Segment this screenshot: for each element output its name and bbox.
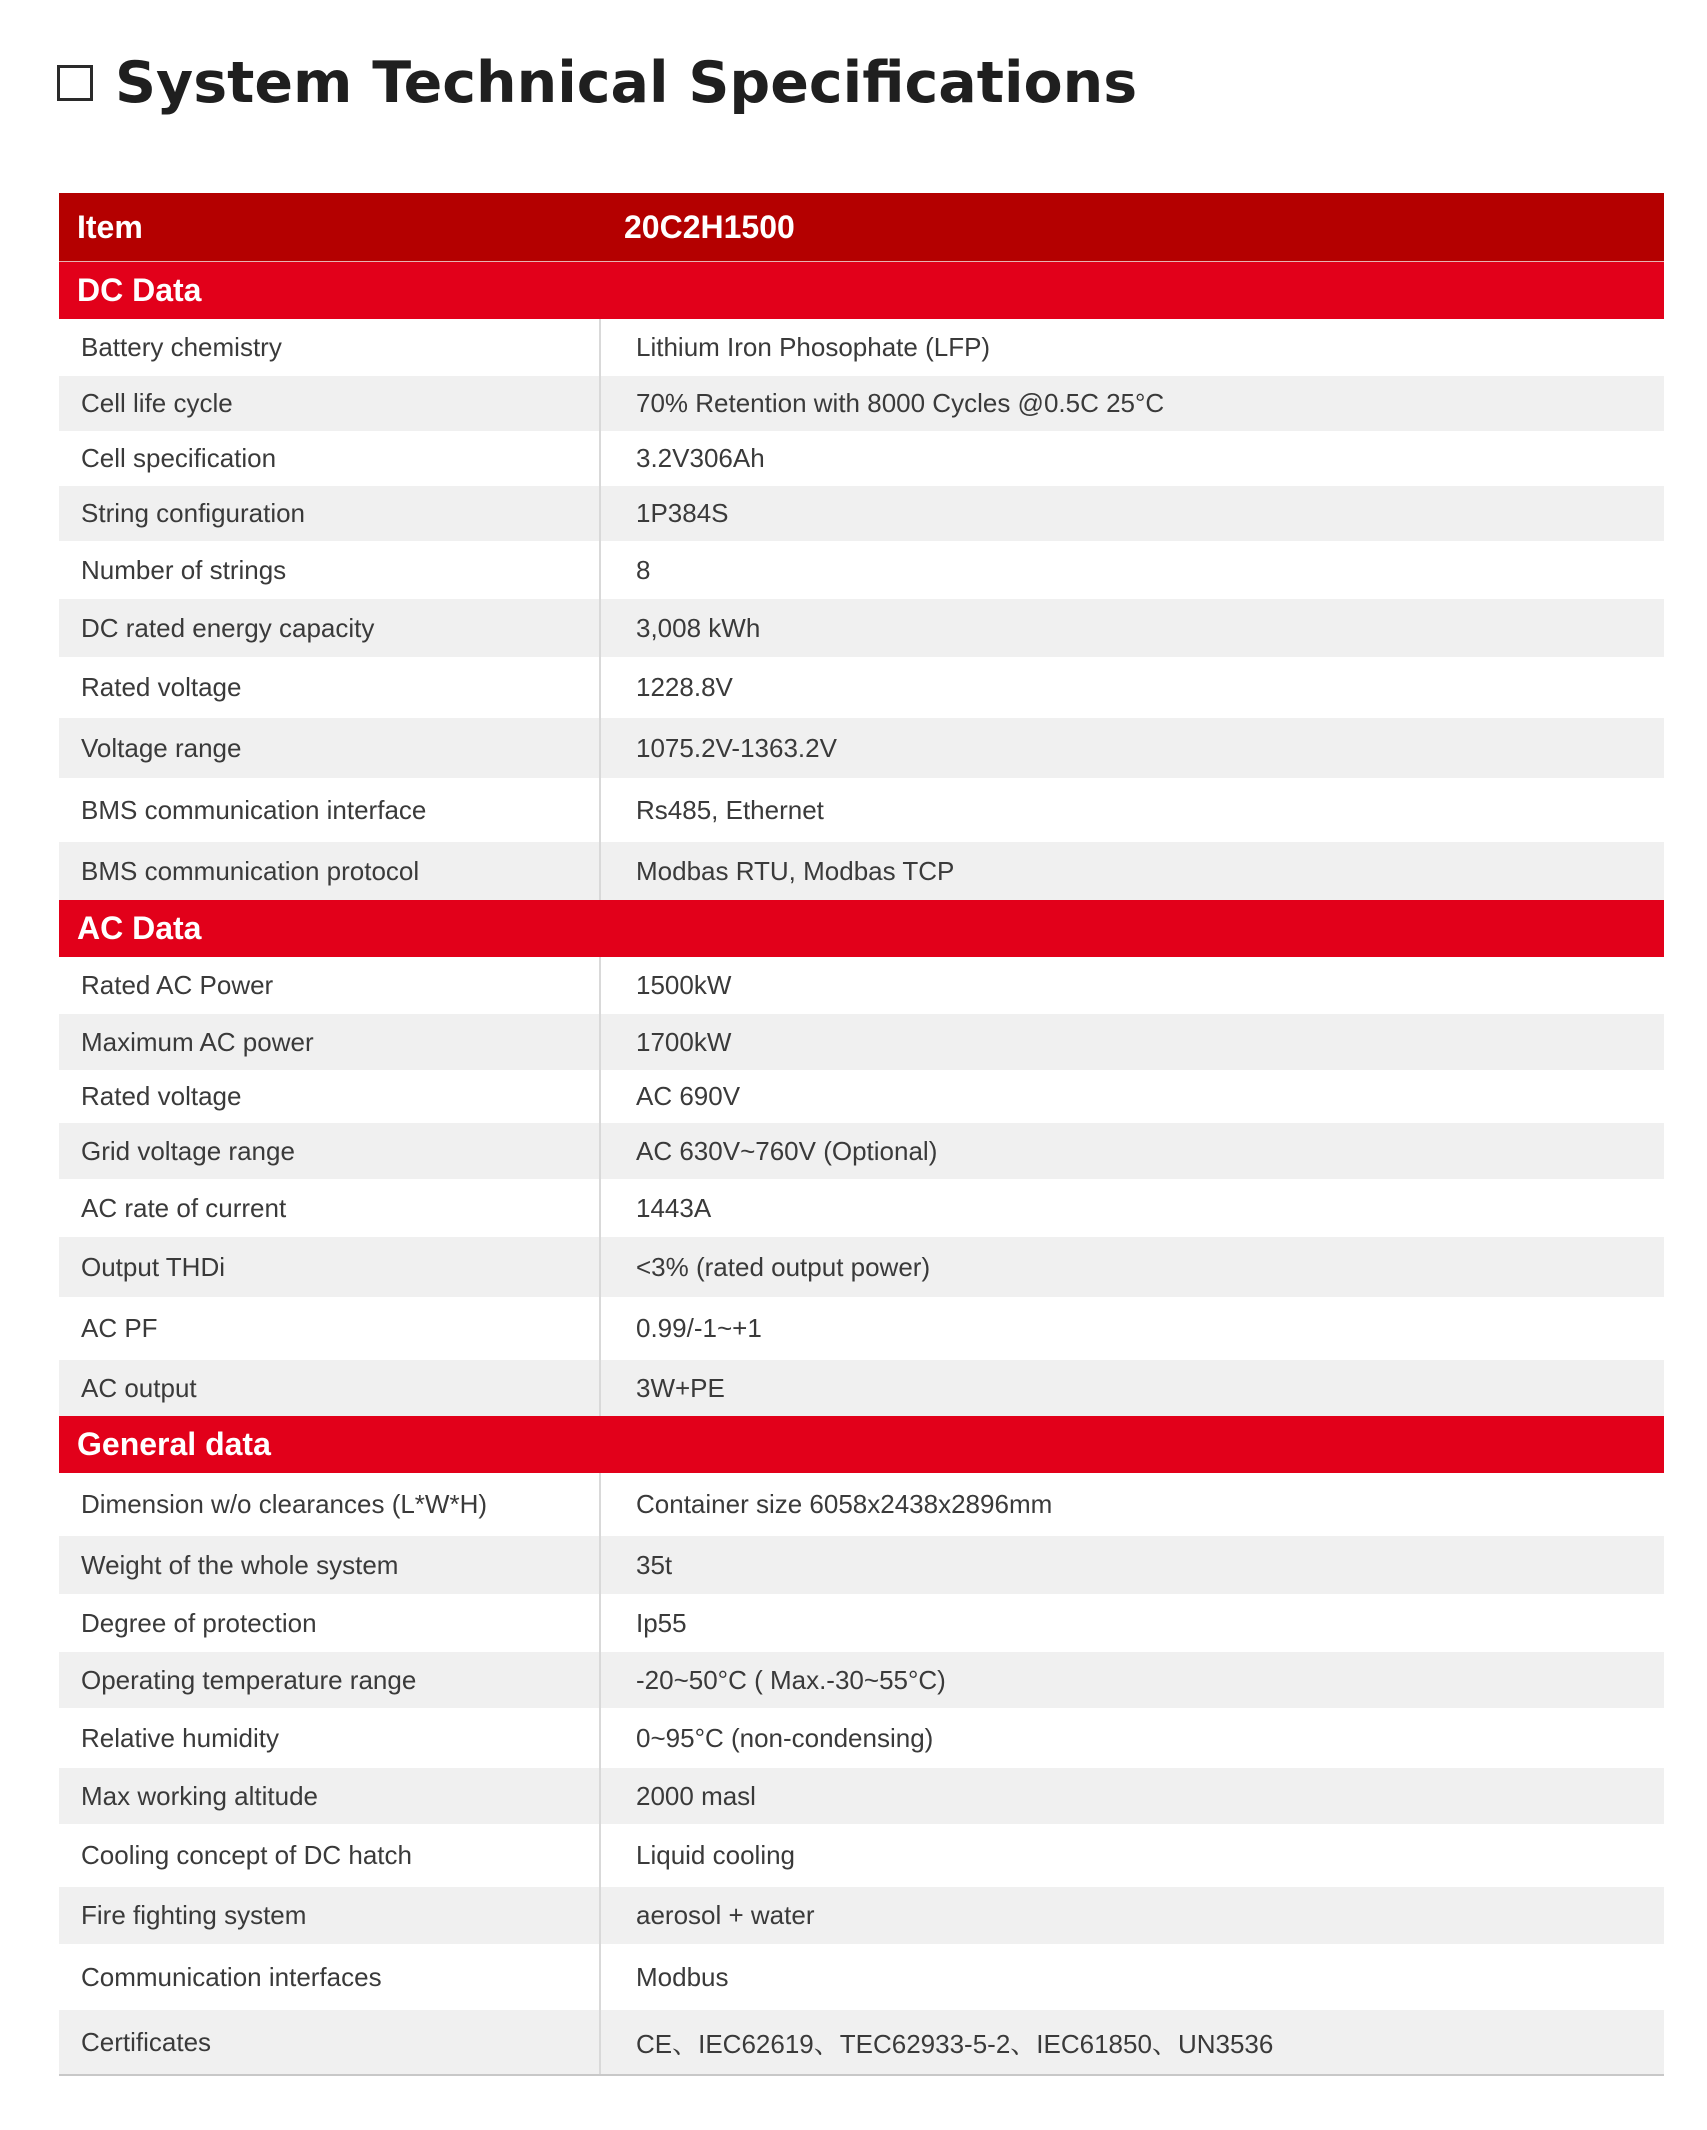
row-value: 1500kW bbox=[636, 970, 732, 1000]
table-row bbox=[59, 1473, 1664, 1536]
row-label: Battery chemistry bbox=[59, 319, 601, 376]
row-label: Maximum AC power bbox=[59, 1014, 601, 1070]
table-row bbox=[59, 1179, 1664, 1237]
page-title: System Technical Specifications bbox=[115, 50, 1138, 116]
row-label: Cell life cycle bbox=[59, 376, 601, 431]
row-label: BMS communication interface bbox=[59, 778, 601, 842]
table-row bbox=[59, 541, 1664, 599]
section-header: General data bbox=[59, 1416, 1664, 1473]
row-value: Rs485, Ethernet bbox=[636, 794, 824, 825]
row-label: Grid voltage range bbox=[59, 1123, 601, 1179]
table-row bbox=[59, 778, 1664, 842]
row-label: Operating temperature range bbox=[59, 1652, 601, 1708]
section-rows bbox=[59, 319, 1664, 900]
row-value: 1443A bbox=[636, 1192, 712, 1223]
row-value: 1075.2V-1363.2V bbox=[636, 732, 837, 763]
row-label: Rated voltage bbox=[59, 657, 601, 718]
row-value: 3.2V306Ah bbox=[636, 443, 765, 473]
row-label: Weight of the whole system bbox=[59, 1536, 601, 1594]
row-label: Certificates bbox=[59, 2010, 601, 2074]
row-value: Container size 6058x2438x2896mm bbox=[636, 1489, 1053, 1519]
row-value: aerosol + water bbox=[636, 1900, 815, 1930]
table-row bbox=[59, 657, 1664, 718]
row-value: Lithium Iron Phosophate (LFP) bbox=[636, 332, 991, 362]
row-value: Modbas RTU, Modbas TCP bbox=[636, 855, 955, 886]
row-label: Max working altitude bbox=[59, 1768, 601, 1824]
checkbox-square-icon bbox=[57, 65, 93, 101]
row-label: Degree of protection bbox=[59, 1594, 601, 1652]
table-header bbox=[59, 193, 1664, 262]
table-row bbox=[59, 431, 1664, 486]
table-row bbox=[59, 319, 1664, 376]
row-label: Rated voltage bbox=[59, 1070, 601, 1123]
section-header: AC Data bbox=[59, 900, 1664, 957]
table-row bbox=[59, 957, 1664, 1014]
row-value: 70% Retention with 8000 Cycles @0.5C 25°C bbox=[636, 388, 1165, 418]
header-model-label: 20C2H1500 bbox=[624, 208, 795, 245]
section-rows bbox=[59, 1473, 1664, 2074]
row-label: Voltage range bbox=[59, 718, 601, 778]
table-row bbox=[59, 1237, 1664, 1297]
table-row bbox=[59, 1536, 1664, 1594]
section-rows bbox=[59, 957, 1664, 1416]
row-label: String configuration bbox=[59, 486, 601, 541]
row-value: 3W+PE bbox=[636, 1372, 725, 1403]
row-value: 0.99/-1~+1 bbox=[636, 1313, 762, 1343]
row-label: Cooling concept of DC hatch bbox=[59, 1824, 601, 1887]
table-row bbox=[59, 842, 1664, 900]
row-label: Communication interfaces bbox=[59, 1944, 601, 2010]
row-label: Number of strings bbox=[59, 541, 601, 599]
table-body bbox=[59, 262, 1664, 2074]
table-row bbox=[59, 1708, 1664, 1768]
row-value: -20~50°C ( Max.-30~55°C) bbox=[636, 1664, 946, 1695]
row-value: 2000 masl bbox=[636, 1780, 756, 1811]
table-row bbox=[59, 486, 1664, 541]
row-value: CE、IEC62619、TEC62933-5-2、IEC61850、UN3536 bbox=[636, 2028, 1274, 2059]
table-row bbox=[59, 376, 1664, 431]
table-row bbox=[59, 1297, 1664, 1360]
row-label: Dimension w/o clearances (L*W*H) bbox=[59, 1473, 601, 1536]
table-row bbox=[59, 1824, 1664, 1887]
header-item-label: Item bbox=[77, 208, 143, 245]
row-value: 1700kW bbox=[636, 1026, 732, 1057]
table-row bbox=[59, 1768, 1664, 1824]
row-label: DC rated energy capacity bbox=[59, 599, 601, 657]
table-row bbox=[59, 1944, 1664, 2010]
row-label: Rated AC Power bbox=[59, 957, 601, 1014]
table-row bbox=[59, 1123, 1664, 1179]
table-row bbox=[59, 1652, 1664, 1708]
table-row bbox=[59, 1070, 1664, 1123]
row-label: Fire fighting system bbox=[59, 1887, 601, 1944]
row-label: AC output bbox=[59, 1360, 601, 1416]
row-value: 8 bbox=[636, 554, 651, 585]
row-label: AC rate of current bbox=[59, 1179, 601, 1237]
table-row bbox=[59, 599, 1664, 657]
row-value: 35t bbox=[636, 1549, 673, 1580]
row-label: BMS communication protocol bbox=[59, 842, 601, 900]
table-row bbox=[59, 1360, 1664, 1416]
row-value: 0~95°C (non-condensing) bbox=[636, 1722, 934, 1753]
table-row bbox=[59, 718, 1664, 778]
row-label: Output THDi bbox=[59, 1237, 601, 1297]
table-row bbox=[59, 1594, 1664, 1652]
row-label: Cell specification bbox=[59, 431, 601, 486]
spec-table bbox=[59, 193, 1664, 2076]
table-row bbox=[59, 1887, 1664, 1944]
row-label: Relative humidity bbox=[59, 1708, 601, 1768]
table-row bbox=[59, 2010, 1664, 2074]
section-header: DC Data bbox=[59, 262, 1664, 319]
row-value: AC 690V bbox=[636, 1081, 741, 1111]
row-value: AC 630V~760V (Optional) bbox=[636, 1135, 938, 1166]
row-value: 3,008 kWh bbox=[636, 612, 761, 643]
row-value: Modbus bbox=[636, 1961, 729, 1992]
row-value: 1228.8V bbox=[636, 672, 733, 702]
row-value: 1P384S bbox=[636, 498, 729, 528]
row-value: Ip55 bbox=[636, 1607, 687, 1638]
row-value: <3% (rated output power) bbox=[636, 1251, 931, 1282]
page-heading bbox=[57, 42, 1137, 124]
row-value: Liquid cooling bbox=[636, 1840, 796, 1870]
row-label: AC PF bbox=[59, 1297, 601, 1360]
table-row bbox=[59, 1014, 1664, 1070]
